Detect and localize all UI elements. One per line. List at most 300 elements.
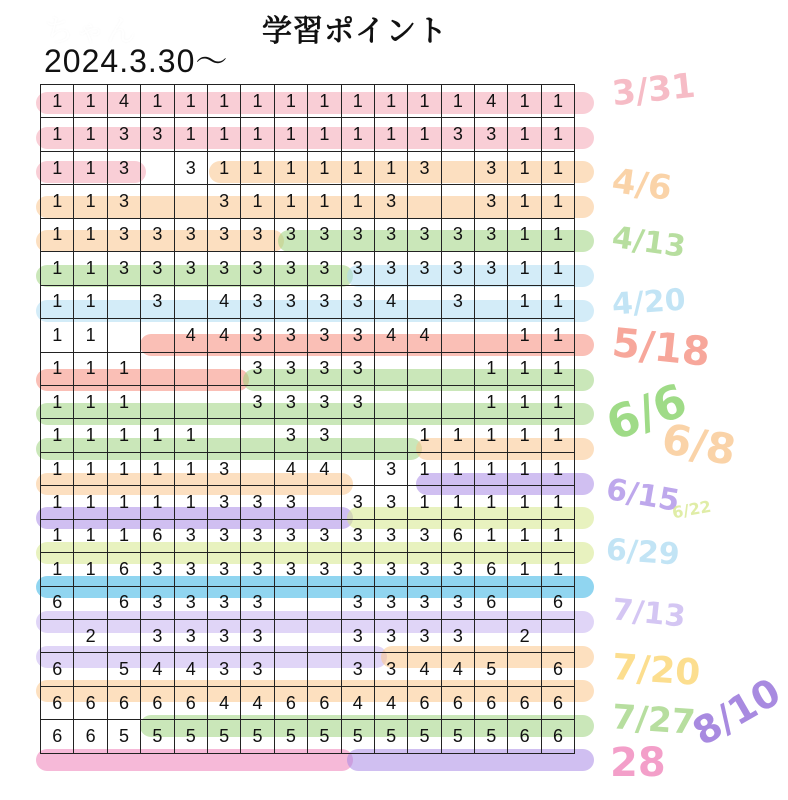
grid-row [41, 85, 575, 118]
grid-cell: 1 [441, 419, 474, 452]
grid-cell: 4 [174, 319, 207, 352]
grid-cell: 1 [541, 385, 574, 418]
grid-cell: 4 [174, 653, 207, 686]
grid-cell: 3 [241, 553, 274, 586]
grid-cell: 1 [174, 118, 207, 151]
grid-cell: 1 [174, 419, 207, 452]
grid-cell: 4 [374, 319, 407, 352]
grid-cell: 6 [308, 686, 341, 719]
grid-cell: 3 [241, 385, 274, 418]
grid-cell: 1 [74, 352, 107, 385]
grid-cell: 1 [41, 85, 74, 118]
grid-cell: 3 [241, 218, 274, 251]
grid-cell: 1 [174, 486, 207, 519]
grid-cell: 1 [41, 352, 74, 385]
grid-cell: 3 [141, 553, 174, 586]
grid-cell: 1 [308, 185, 341, 218]
handwritten-date: 7/13 [610, 592, 688, 635]
grid-cell: 1 [441, 486, 474, 519]
grid-cell: 4 [141, 653, 174, 686]
grid-cell [475, 620, 508, 653]
grid-cell: 1 [475, 352, 508, 385]
grid-cell [308, 620, 341, 653]
grid-cell: 3 [408, 519, 441, 552]
grid-cell [74, 586, 107, 619]
grid-cell: 3 [141, 118, 174, 151]
grid-cell: 1 [74, 218, 107, 251]
grid-cell: 3 [207, 553, 240, 586]
grid-cell: 1 [41, 519, 74, 552]
grid-cell: 3 [107, 218, 140, 251]
grid-cell: 1 [41, 419, 74, 452]
grid-cell: 3 [341, 285, 374, 318]
grid-cell: 3 [374, 486, 407, 519]
grid-cell: 6 [41, 586, 74, 619]
grid-cell: 6 [508, 720, 541, 753]
grid-cell: 3 [274, 352, 307, 385]
grid-cell: 1 [74, 553, 107, 586]
grid-cell: 1 [374, 85, 407, 118]
grid-cell: 3 [441, 553, 474, 586]
grid-cell: 1 [508, 486, 541, 519]
grid-cell [107, 319, 140, 352]
grid-cell: 4 [241, 686, 274, 719]
grid-cell: 3 [207, 218, 240, 251]
grid-cell: 1 [541, 151, 574, 184]
grid-cell: 1 [475, 452, 508, 485]
grid-cell: 1 [141, 486, 174, 519]
grid-cell: 3 [475, 185, 508, 218]
grid-cell: 4 [441, 653, 474, 686]
grid-cell: 1 [41, 285, 74, 318]
grid-cell: 3 [341, 553, 374, 586]
grid-cell: 1 [508, 151, 541, 184]
grid-cell: 6 [41, 720, 74, 753]
grid-cell: 3 [475, 218, 508, 251]
grid-cell: 1 [508, 419, 541, 452]
handwritten-date: 8/10 [685, 669, 788, 755]
grid-cell: 1 [74, 151, 107, 184]
grid-cell: 3 [207, 620, 240, 653]
grid-cell: 1 [74, 419, 107, 452]
grid-cell: 1 [74, 185, 107, 218]
grid-cell: 3 [174, 553, 207, 586]
grid-cell: 6 [541, 720, 574, 753]
grid-cell: 1 [508, 452, 541, 485]
grid-cell: 3 [374, 218, 407, 251]
grid-cell: 1 [374, 118, 407, 151]
grid-cell: 3 [308, 519, 341, 552]
grid-cell [308, 586, 341, 619]
grid-cell: 3 [207, 486, 240, 519]
grid-cell: 1 [475, 519, 508, 552]
grid-cell [441, 385, 474, 418]
grid-cell [341, 419, 374, 452]
grid-row [41, 486, 575, 519]
grid-cell: 3 [341, 586, 374, 619]
grid-cell: 3 [408, 252, 441, 285]
grid-cell: 1 [107, 352, 140, 385]
grid-cell: 6 [441, 519, 474, 552]
grid-cell: 6 [141, 519, 174, 552]
grid-cell: 5 [141, 720, 174, 753]
grid-cell: 3 [241, 519, 274, 552]
grid-cell [441, 151, 474, 184]
grid-cell: 1 [541, 352, 574, 385]
grid-cell [141, 319, 174, 352]
grid-cell: 1 [74, 519, 107, 552]
grid-cell: 3 [207, 653, 240, 686]
grid-cell: 1 [508, 252, 541, 285]
grid-cell [207, 419, 240, 452]
grid-cell: 6 [475, 686, 508, 719]
grid-row [41, 151, 575, 184]
grid-cell: 1 [107, 452, 140, 485]
grid-cell: 3 [241, 586, 274, 619]
grid-cell: 5 [374, 720, 407, 753]
grid-cell: 4 [408, 653, 441, 686]
grid-cell: 1 [74, 486, 107, 519]
grid-cell: 3 [341, 352, 374, 385]
grid-cell: 1 [308, 151, 341, 184]
grid-cell: 5 [308, 720, 341, 753]
grid-cell: 3 [308, 285, 341, 318]
grid-cell: 1 [508, 118, 541, 151]
grid-row [41, 185, 575, 218]
grid-cell: 6 [541, 686, 574, 719]
grid-cell: 6 [508, 686, 541, 719]
grid-cell [141, 385, 174, 418]
grid-cell: 3 [241, 486, 274, 519]
grid-cell [207, 385, 240, 418]
grid-cell: 3 [241, 653, 274, 686]
grid-cell [107, 285, 140, 318]
grid-cell: 3 [341, 486, 374, 519]
grid-cell: 1 [341, 185, 374, 218]
grid-cell: 5 [174, 720, 207, 753]
grid-cell [74, 653, 107, 686]
grid-cell: 3 [141, 218, 174, 251]
grid-cell: 1 [341, 151, 374, 184]
grid-cell: 6 [541, 586, 574, 619]
grid-cell: 3 [341, 620, 374, 653]
grid-cell: 1 [341, 118, 374, 151]
grid-cell: 3 [274, 519, 307, 552]
grid-cell: 6 [475, 586, 508, 619]
grid-cell: 1 [408, 486, 441, 519]
grid-cell: 1 [207, 85, 240, 118]
grid-cell: 3 [141, 586, 174, 619]
grid-cell: 3 [274, 385, 307, 418]
grid-cell: 5 [107, 720, 140, 753]
grid-cell: 5 [341, 720, 374, 753]
grid-cell: 1 [508, 553, 541, 586]
grid-cell: 1 [74, 385, 107, 418]
grid-cell: 2 [74, 620, 107, 653]
grid-cell: 6 [41, 653, 74, 686]
grid-cell: 1 [541, 452, 574, 485]
grid-cell: 3 [274, 419, 307, 452]
grid-cell: 1 [341, 85, 374, 118]
grid-cell [141, 185, 174, 218]
grid-row [41, 319, 575, 352]
grid-cell: 1 [374, 151, 407, 184]
grid-cell: 1 [508, 385, 541, 418]
grid-cell: 1 [174, 452, 207, 485]
handwritten-date: 6/8 [658, 413, 740, 476]
handwritten-date: 5/18 [609, 319, 713, 377]
grid-row [41, 452, 575, 485]
grid-cell: 3 [475, 151, 508, 184]
grid-cell: 1 [541, 319, 574, 352]
grid-cell: 4 [274, 452, 307, 485]
grid-row [41, 620, 575, 653]
grid-cell: 6 [174, 686, 207, 719]
grid-cell [541, 620, 574, 653]
grid-cell: 3 [475, 252, 508, 285]
grid-cell: 1 [541, 519, 574, 552]
handwritten-date: 4/13 [609, 220, 688, 265]
grid-cell: 1 [441, 452, 474, 485]
grid-row [41, 252, 575, 285]
grid-cell: 1 [141, 419, 174, 452]
grid-cell: 3 [174, 218, 207, 251]
grid-cell [274, 620, 307, 653]
grid-cell: 3 [241, 252, 274, 285]
grid-cell: 3 [441, 118, 474, 151]
grid-cell: 3 [341, 653, 374, 686]
grid-cell: 4 [207, 319, 240, 352]
grid-cell [408, 352, 441, 385]
grid-cell: 3 [374, 452, 407, 485]
grid-cell: 3 [141, 620, 174, 653]
points-grid [40, 84, 575, 754]
grid-cell: 1 [308, 85, 341, 118]
grid-cell [374, 352, 407, 385]
handwritten-date: 4/20 [610, 282, 687, 323]
grid-cell: 1 [207, 118, 240, 151]
grid-cell: 3 [374, 586, 407, 619]
grid-cell: 1 [41, 185, 74, 218]
handwritten-date: 7/27 [610, 697, 697, 743]
grid-cell: 3 [441, 252, 474, 285]
grid-cell: 4 [107, 85, 140, 118]
grid-cell: 3 [241, 319, 274, 352]
grid-cell: 1 [541, 553, 574, 586]
grid-cell: 2 [508, 620, 541, 653]
grid-cell: 3 [274, 486, 307, 519]
grid-cell: 1 [107, 519, 140, 552]
grid-cell: 5 [207, 720, 240, 753]
handwritten-date: 6/22 [670, 496, 713, 523]
grid-cell: 3 [441, 285, 474, 318]
grid-row [41, 653, 575, 686]
grid-cell: 1 [541, 118, 574, 151]
handwritten-date: 6/29 [604, 532, 681, 573]
grid-cell [441, 319, 474, 352]
grid-cell: 1 [441, 85, 474, 118]
grid-cell: 1 [541, 218, 574, 251]
grid-cell: 3 [374, 653, 407, 686]
grid-cell [174, 352, 207, 385]
grid-row [41, 118, 575, 151]
grid-cell: 1 [241, 185, 274, 218]
grid-cell: 3 [374, 553, 407, 586]
grid-cell: 1 [74, 319, 107, 352]
grid-cell: 6 [107, 686, 140, 719]
grid-cell [408, 185, 441, 218]
grid-cell: 1 [508, 519, 541, 552]
grid-cell [41, 620, 74, 653]
grid-cell: 3 [308, 419, 341, 452]
handwritten-date: 6/6 [599, 372, 694, 452]
grid-cell [441, 352, 474, 385]
handwritten-date: 7/20 [610, 646, 702, 695]
grid-cell: 3 [274, 319, 307, 352]
grid-cell: 3 [174, 519, 207, 552]
grid-cell: 1 [508, 85, 541, 118]
grid-cell: 1 [508, 319, 541, 352]
grid-cell: 3 [408, 553, 441, 586]
grid-cell: 1 [141, 452, 174, 485]
grid-cell [475, 319, 508, 352]
grid-cell: 5 [408, 720, 441, 753]
grid-cell: 1 [241, 118, 274, 151]
grid-cell: 4 [207, 686, 240, 719]
grid-cell: 1 [41, 553, 74, 586]
grid-row [41, 686, 575, 719]
grid-cell: 3 [308, 352, 341, 385]
grid-cell: 3 [107, 252, 140, 285]
points-grid-area [40, 84, 592, 776]
grid-cell: 6 [441, 686, 474, 719]
grid-cell: 5 [241, 720, 274, 753]
grid-cell: 3 [141, 285, 174, 318]
grid-cell [441, 185, 474, 218]
grid-cell [274, 586, 307, 619]
grid-cell: 1 [107, 419, 140, 452]
grid-cell: 3 [441, 620, 474, 653]
grid-cell: 1 [308, 118, 341, 151]
grid-cell: 3 [374, 252, 407, 285]
grid-cell: 3 [141, 252, 174, 285]
grid-cell [174, 285, 207, 318]
grid-row [41, 553, 575, 586]
grid-cell: 4 [408, 319, 441, 352]
grid-cell: 6 [74, 720, 107, 753]
grid-cell [241, 419, 274, 452]
grid-cell: 3 [341, 319, 374, 352]
grid-cell [141, 151, 174, 184]
grid-cell: 3 [308, 252, 341, 285]
grid-cell: 1 [508, 352, 541, 385]
grid-cell: 3 [207, 452, 240, 485]
grid-cell: 3 [408, 620, 441, 653]
grid-cell: 3 [274, 553, 307, 586]
grid-cell [207, 352, 240, 385]
grid-cell: 4 [308, 452, 341, 485]
grid-cell: 3 [107, 185, 140, 218]
grid-cell: 3 [374, 185, 407, 218]
grid-cell: 1 [475, 486, 508, 519]
grid-cell: 6 [107, 553, 140, 586]
grid-cell: 4 [207, 285, 240, 318]
grid-cell: 1 [475, 419, 508, 452]
grid-cell: 1 [74, 285, 107, 318]
grid-cell: 3 [107, 118, 140, 151]
grid-cell: 1 [408, 118, 441, 151]
grid-cell: 1 [408, 419, 441, 452]
grid-cell: 1 [274, 85, 307, 118]
grid-cell: 3 [341, 385, 374, 418]
grid-cell: 1 [74, 452, 107, 485]
grid-cell: 6 [74, 686, 107, 719]
grid-row [41, 586, 575, 619]
grid-cell: 1 [41, 118, 74, 151]
grid-cell: 1 [41, 218, 74, 251]
hidden-title: ちゃん [44, 15, 137, 48]
grid-cell: 3 [207, 519, 240, 552]
grid-cell [408, 385, 441, 418]
grid-cell: 3 [308, 218, 341, 251]
grid-cell: 1 [107, 486, 140, 519]
grid-cell: 5 [274, 720, 307, 753]
grid-cell: 3 [174, 151, 207, 184]
grid-cell [408, 285, 441, 318]
handwritten-date: 6/15 [603, 471, 683, 520]
grid-cell [374, 419, 407, 452]
grid-cell: 1 [174, 85, 207, 118]
grid-cell: 3 [374, 519, 407, 552]
grid-cell [341, 452, 374, 485]
grid-cell: 1 [274, 185, 307, 218]
grid-cell: 3 [408, 586, 441, 619]
grid-cell: 1 [541, 85, 574, 118]
grid-cell: 3 [408, 151, 441, 184]
grid-cell: 1 [541, 252, 574, 285]
grid-cell: 1 [508, 285, 541, 318]
grid-cell: 3 [241, 620, 274, 653]
grid-cell: 3 [308, 319, 341, 352]
grid-row [41, 419, 575, 452]
grid-cell [475, 285, 508, 318]
grid-cell: 3 [107, 151, 140, 184]
grid-cell: 4 [341, 686, 374, 719]
grid-cell [107, 620, 140, 653]
grid-row [41, 352, 575, 385]
grid-cell: 5 [107, 653, 140, 686]
grid-cell: 5 [475, 653, 508, 686]
grid-cell: 4 [374, 285, 407, 318]
grid-cell: 1 [207, 151, 240, 184]
grid-cell: 3 [174, 586, 207, 619]
grid-cell: 3 [274, 285, 307, 318]
grid-cell: 1 [41, 385, 74, 418]
start-date: 2024.3.30〜 [44, 43, 229, 79]
grid-cell: 1 [541, 419, 574, 452]
grid-cell: 3 [441, 586, 474, 619]
grid-cell: 6 [107, 586, 140, 619]
grid-row [41, 218, 575, 251]
grid-cell: 1 [41, 252, 74, 285]
grid-cell: 3 [207, 185, 240, 218]
grid-cell: 1 [508, 218, 541, 251]
handwritten-date: 28 [610, 740, 666, 786]
grid-cell: 4 [374, 686, 407, 719]
grid-cell: 1 [541, 285, 574, 318]
grid-cell [174, 185, 207, 218]
grid-cell: 1 [241, 85, 274, 118]
